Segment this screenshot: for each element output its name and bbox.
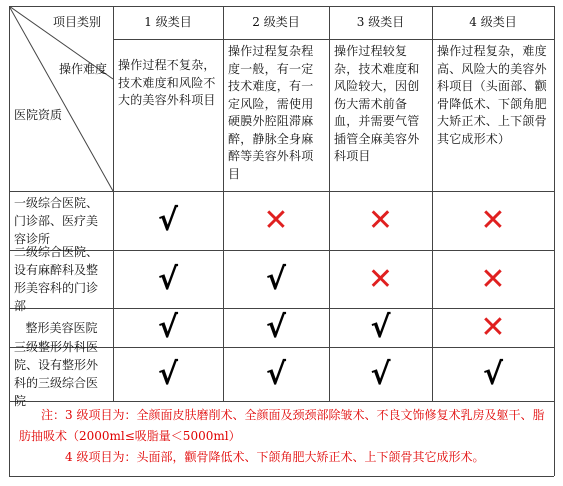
- footnote: [9, 401, 554, 476]
- surgery-classification-table: [9, 6, 554, 476]
- row-label-tier2-hospital: 二级综合医院、设有麻醉科及整形美容科的门诊部: [14, 245, 99, 313]
- check-icon: √: [370, 310, 391, 345]
- check-icon: √: [265, 356, 286, 392]
- corner-diagonals: [9, 6, 114, 192]
- footnote-level-3: 注：3 级项目为：全颜面皮肤磨削术、全颜面及颈颈部除皱术、不良文饰修复术乳房及躯干、脂肪抽吸术（2000ml≤吸脂量＜5000ml）: [19, 408, 545, 443]
- cross-icon: ✕: [480, 261, 506, 297]
- check-icon: √: [482, 356, 503, 392]
- check-icon: √: [157, 203, 178, 238]
- corner-label-difficulty: 操作难度: [59, 62, 108, 76]
- cross-icon: ✕: [263, 203, 289, 238]
- check-icon: √: [265, 310, 286, 345]
- footnote-level-4: 4 级项目为：头面部，颧骨降低术、下颌角肥大矫正术、上下颌骨其它成形术。: [65, 450, 485, 464]
- corner-label-category: 项目类别: [53, 15, 102, 29]
- cross-icon: ✕: [367, 203, 394, 238]
- table-border-right: [554, 6, 555, 476]
- cross-icon: ✕: [367, 261, 394, 297]
- check-icon: √: [157, 356, 178, 392]
- cross-icon: ✕: [480, 310, 506, 345]
- column-description-level-4: 操作过程复杂，难度高、风险大的美容外科项目（头面部、颧骨降低术、下颌角肥大矫正术、上下颌骨其它成形术）: [437, 44, 547, 146]
- check-icon: √: [265, 261, 286, 297]
- row-label-tier1-clinic: 一级综合医院、门诊部、医疗美容诊所: [14, 195, 99, 246]
- column-description-level-1: 操作过程不复杂，技术难度和风险不大的美容外科项目: [118, 58, 216, 107]
- column-header-level-3: 3 级类目: [356, 15, 405, 29]
- check-icon: √: [157, 310, 178, 345]
- column-description-level-3: 操作过程较复杂，技术难度和风险较大，因创伤大需术前备血，并需要气管插管全麻美容外科项目: [334, 44, 420, 163]
- row-label-tier3-hospital: 三级整形外科医院、设有整形外科的三级综合医院: [14, 340, 99, 408]
- column-header-level-1: 1 级类目: [144, 15, 192, 29]
- cross-icon: ✕: [480, 203, 506, 238]
- table-border-bottom: [9, 476, 554, 477]
- row-label-cosmetic-hospital: 整形美容医院: [25, 320, 98, 335]
- column-description-level-2: 操作过程复杂程度一般，有一定技术难度，有一定风险，需使用硬膜外腔阻滞麻醉，静脉全身麻醉等美容外科项目: [228, 44, 314, 181]
- column-header-level-4: 4 级类目: [469, 15, 517, 29]
- check-icon: √: [157, 261, 178, 297]
- corner-label-qualification: 医院资质: [14, 108, 63, 122]
- column-header-level-2: 2 级类目: [252, 15, 300, 29]
- check-icon: √: [370, 356, 391, 392]
